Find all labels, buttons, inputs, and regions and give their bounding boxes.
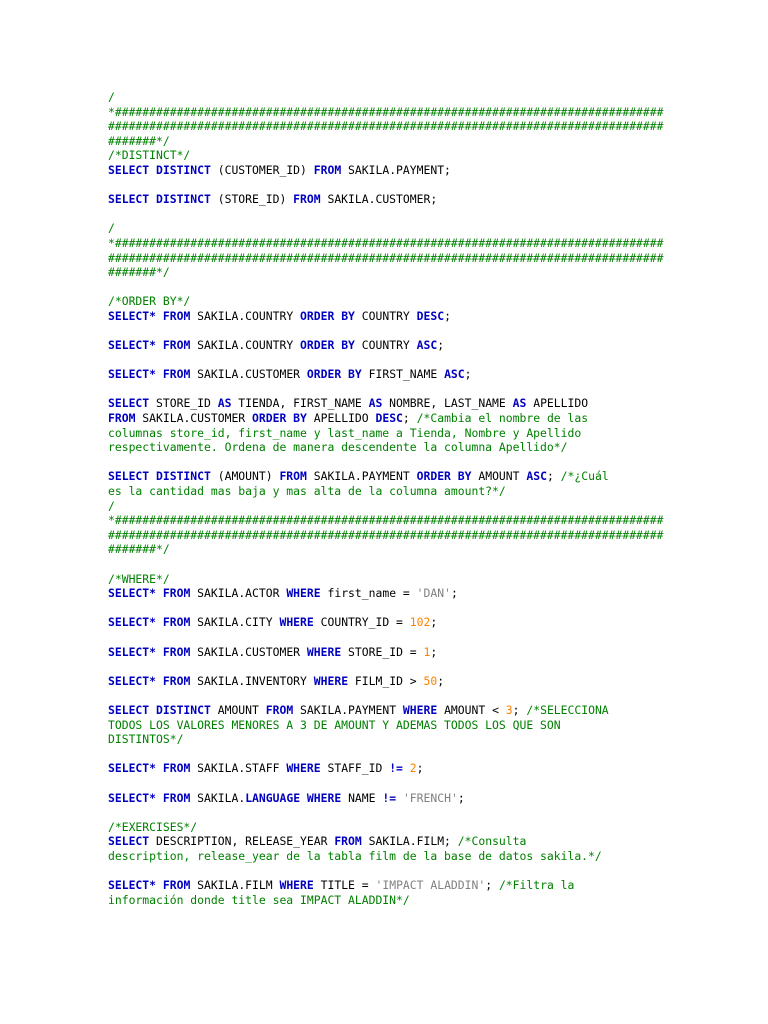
- sql-keyword: FROM: [265, 702, 294, 717]
- sql-keyword: WHERE: [306, 644, 342, 659]
- sql-keyword: SELECT DISTINCT: [108, 702, 211, 717]
- sql-number: 2: [409, 761, 417, 776]
- sql-keyword: FROM: [108, 411, 136, 426]
- sql-keyword: WHERE: [306, 790, 342, 805]
- sql-text: [156, 878, 163, 892]
- sql-text: [156, 309, 163, 323]
- sql-text: ;: [546, 469, 561, 484]
- sql-text: AMOUNT: [210, 702, 266, 717]
- sql-keyword: SELECT DISTINCT: [108, 192, 211, 207]
- sql-keyword: SELECT*: [108, 586, 157, 601]
- sql-comment: /*Consulta description, release_year de la tabla film de la base de datos sakila.*/: [108, 834, 602, 863]
- sql-text: CUSTOMER_ID): [224, 162, 314, 177]
- sql-text: ;: [450, 586, 458, 601]
- sql-document-page: [108, 90, 664, 922]
- sql-keyword: WHERE: [286, 761, 321, 776]
- sql-text: [156, 586, 163, 600]
- sql-comment: /*DISTINCT*/: [108, 148, 191, 163]
- query-alias-apellido: [108, 396, 664, 454]
- sql-keyword: SELECT*: [108, 673, 157, 688]
- sql-text: first_name =: [320, 586, 417, 601]
- sql-text: (STORE_ID): [210, 192, 294, 207]
- sql-text: TIENDA, FIRST_NAME: [231, 396, 369, 411]
- sql-number: 1: [423, 644, 431, 659]
- sql-keyword: FROM: [279, 469, 307, 484]
- sql-text: [156, 338, 163, 352]
- sql-text: STAFF_ID: [320, 761, 390, 776]
- sql-keyword: ORDER BY: [252, 411, 307, 426]
- sql-string: 'IMPACT ALADDIN': [375, 878, 486, 893]
- sql-text: SAKILA.PAYMENT: [293, 702, 403, 717]
- sql-keyword: DESC: [416, 308, 445, 323]
- sql-keyword: ORDER BY: [300, 338, 355, 353]
- sql-keyword: FROM: [334, 834, 362, 849]
- sql-keyword: SELECT*: [108, 338, 157, 353]
- separator-order-by: [108, 221, 664, 279]
- sql-text: SAKILA.COUNTRY: [190, 308, 301, 323]
- sql-text: SAKILA.: [190, 790, 246, 805]
- distinct-section-heading: [108, 148, 664, 177]
- order-by-section-heading: [108, 294, 664, 323]
- sql-text: [156, 615, 163, 629]
- sql-keyword: SELECT DISTINCT: [108, 469, 211, 484]
- sql-keyword: FROM: [293, 192, 321, 207]
- sql-text: ;: [444, 308, 451, 323]
- sql-keyword: ASC: [416, 338, 438, 353]
- sql-comment: /*EXERCISES*/: [108, 819, 198, 834]
- sql-keyword: FROM: [162, 615, 191, 630]
- sql-text: SAKILA.STAFF: [190, 761, 287, 776]
- sql-keyword: DESC: [375, 411, 403, 426]
- sql-keyword: FROM: [162, 586, 191, 601]
- sql-keyword: FROM: [162, 644, 191, 659]
- sql-text: [403, 761, 410, 775]
- sql-keyword: ORDER BY: [300, 308, 355, 323]
- sql-comment: / *########################################################################################################################################################################*/: [108, 90, 664, 148]
- sql-text: STORE_ID =: [341, 644, 424, 659]
- sql-text: ;: [457, 790, 465, 805]
- sql-keyword: WHERE: [279, 615, 314, 630]
- sql-comment: /*Filtra la información donde title sea IMPACT ALADDIN*/: [108, 878, 575, 907]
- sql-keyword: AS: [368, 396, 383, 411]
- sql-comment: /*¿Cuál es la cantidad mas baja y mas alta de la columna amount?*/: [108, 469, 609, 499]
- sql-keyword: WHERE: [279, 878, 314, 893]
- sql-text: [156, 791, 163, 805]
- where-section-heading: [108, 572, 664, 601]
- sql-text: [156, 645, 163, 659]
- sql-text: APELLIDO: [533, 396, 589, 411]
- sql-keyword: SELECT*: [108, 308, 157, 323]
- sql-text: SAKILA.CUSTOMER;: [320, 192, 438, 207]
- sql-text: DESCRIPTION, RELEASE_YEAR: [149, 834, 335, 849]
- query-customer-store: [108, 645, 664, 660]
- sql-text: ;: [416, 761, 424, 776]
- sql-keyword: WHERE: [313, 673, 349, 688]
- sql-keyword: AS: [512, 396, 527, 411]
- sql-text: SAKILA.COUNTRY: [190, 338, 301, 353]
- query-distinct-amount: [108, 469, 664, 498]
- sql-text: SAKILA.CUSTOMER: [190, 644, 307, 659]
- sql-text: SAKILA.CUSTOMER: [190, 367, 307, 382]
- sql-keyword: SELECT DISTINCT: [108, 162, 211, 177]
- sql-number: 3: [505, 702, 513, 717]
- sql-text: TITLE =: [313, 878, 376, 893]
- sql-keyword: WHERE: [286, 586, 321, 601]
- exercises-section-heading: [108, 820, 664, 864]
- query-film-title: [108, 878, 664, 907]
- separator-distinct: [108, 90, 664, 148]
- sql-keyword: SELECT*: [108, 644, 157, 659]
- sql-text: SAKILA.PAYMENT: [306, 469, 417, 484]
- sql-text: FILM_ID >: [348, 673, 424, 688]
- query-distinct-store: [108, 192, 664, 207]
- sql-keyword: SELECT: [108, 396, 150, 411]
- sql-text: [396, 791, 403, 805]
- sql-keyword: !=: [382, 790, 397, 805]
- sql-keyword: FROM: [162, 367, 191, 382]
- sql-text: ;: [430, 615, 438, 630]
- sql-comment: / *########################################################################################################################################################################*/: [108, 498, 664, 557]
- sql-keyword: FROM: [313, 162, 342, 177]
- sql-keyword: !=: [389, 761, 403, 776]
- sql-text: COUNTRY_ID =: [313, 615, 410, 630]
- sql-text: SAKILA.CITY: [190, 615, 280, 630]
- sql-keyword: FROM: [162, 790, 191, 805]
- sql-number: 50: [423, 673, 438, 688]
- separator-where: [108, 499, 664, 557]
- sql-text: [156, 761, 163, 775]
- sql-text: (AMOUNT): [210, 469, 280, 484]
- sql-text: [156, 367, 163, 381]
- sql-keyword: LANGUAGE: [245, 790, 301, 805]
- sql-text: NAME: [341, 790, 383, 805]
- sql-text: SAKILA.CUSTOMER: [135, 411, 253, 426]
- query-country-asc: [108, 338, 664, 353]
- sql-text: ;: [464, 367, 472, 382]
- query-distinct-amount-less: [108, 703, 664, 747]
- sql-text: APELLIDO: [306, 411, 376, 426]
- sql-text: ;: [430, 644, 438, 659]
- query-staff: [108, 761, 664, 776]
- query-customer-first-name: [108, 367, 664, 382]
- sql-comment: /*WHERE*/: [108, 571, 170, 586]
- sql-keyword: ORDER BY: [306, 367, 362, 382]
- sql-keyword: SELECT*: [108, 615, 157, 630]
- query-language: [108, 791, 664, 806]
- sql-keyword: AS: [217, 396, 232, 411]
- sql-keyword: WHERE: [402, 702, 438, 717]
- sql-keyword: ASC: [526, 469, 547, 484]
- sql-keyword: FROM: [162, 878, 191, 893]
- sql-text: SAKILA.ACTOR: [190, 586, 287, 601]
- sql-keyword: FROM: [162, 761, 191, 776]
- sql-text: SAKILA.PAYMENT;: [341, 162, 451, 177]
- sql-number: 102: [409, 615, 431, 630]
- sql-text: SAKILA.FILM: [190, 878, 280, 893]
- sql-keyword: SELECT*: [108, 761, 157, 776]
- sql-text: NOMBRE, LAST_NAME: [382, 396, 513, 411]
- sql-text: [156, 674, 163, 688]
- sql-text: ;: [437, 673, 445, 688]
- sql-text: [300, 791, 307, 805]
- query-city-country: [108, 615, 664, 630]
- sql-text: COUNTRY: [354, 338, 417, 353]
- sql-keyword: ORDER BY: [416, 469, 472, 484]
- sql-text: STORE_ID: [149, 396, 218, 411]
- sql-text: FIRST_NAME: [361, 367, 445, 382]
- sql-text: AMOUNT: [471, 469, 527, 484]
- sql-keyword: SELECT*: [108, 790, 157, 805]
- sql-text: COUNTRY: [354, 308, 417, 323]
- sql-comment: / *########################################################################################################################################################################*/: [108, 221, 664, 280]
- sql-keyword: SELECT*: [108, 367, 157, 382]
- sql-keyword: SELECT: [108, 834, 150, 849]
- sql-text: AMOUNT <: [437, 702, 506, 717]
- sql-comment: /*ORDER BY*/: [108, 294, 191, 309]
- sql-keyword: SELECT*: [108, 878, 157, 893]
- sql-keyword: FROM: [162, 308, 191, 323]
- sql-text: SAKILA.FILM;: [361, 834, 458, 849]
- query-inventory-film: [108, 674, 664, 689]
- sql-keyword: FROM: [162, 338, 191, 353]
- sql-text: ;: [512, 702, 527, 717]
- sql-text: (: [210, 162, 225, 177]
- sql-keyword: ASC: [444, 367, 465, 382]
- sql-comment: /*SELECCIONA TODOS LOS VALORES MENORES A 3 DE AMOUNT Y ADEMAS TODOS LOS QUE SON DISTINTOS*/: [108, 702, 609, 747]
- sql-string: 'FRENCH': [402, 790, 458, 805]
- sql-keyword: FROM: [162, 673, 191, 688]
- sql-text: ;: [437, 338, 445, 353]
- sql-text: SAKILA.INVENTORY: [190, 673, 314, 688]
- sql-text: ;: [485, 878, 499, 893]
- sql-text: ;: [402, 411, 417, 426]
- sql-comment: /*Cambia el nombre de las columnas store_id, first_name y last_name a Tienda, Nombre y Apellido respectivamente. Ordena de manera descendente la columna Apellido*/: [108, 411, 589, 455]
- sql-string: 'DAN': [416, 586, 451, 601]
